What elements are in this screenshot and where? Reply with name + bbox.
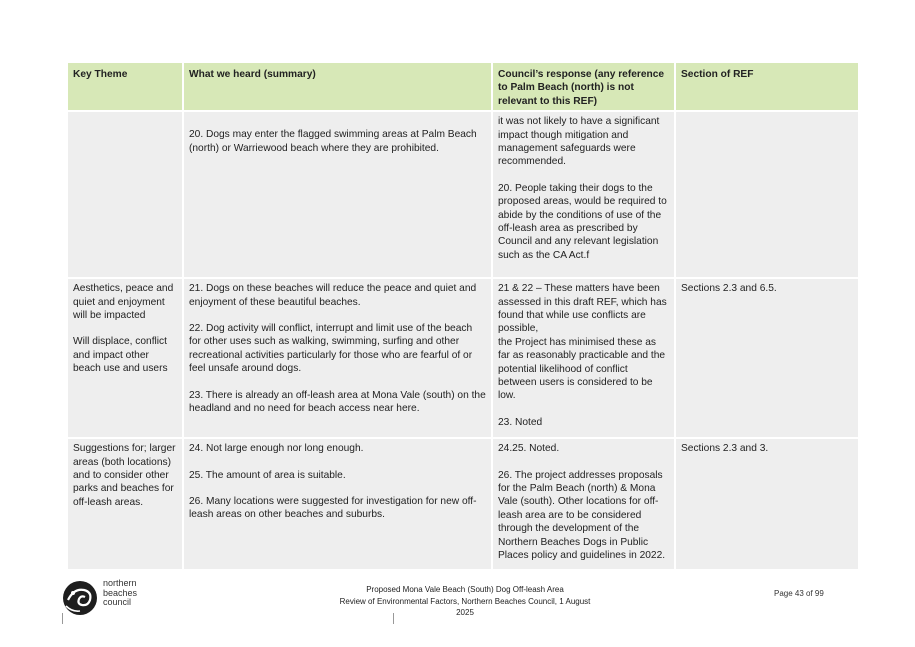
cell-paragraph: Aesthetics, peace and quiet and enjoyment will be impacted [73,283,174,322]
header-key-theme: Key Theme [68,63,182,112]
header-council-response: Council’s response (any reference to Palm Beach (north) is not relevant to this REF) [493,63,674,112]
cell-section-of-ref [676,112,858,279]
cell-paragraph: 25. The amount of area is suitable. [189,469,346,481]
logo-line: council [103,597,132,607]
cell-key-theme [68,439,182,571]
cell-council-response [493,439,674,571]
cell-paragraph: Will displace, conflict and impact other beach use and users [73,336,168,375]
cell-paragraph: 23. Noted [498,416,543,428]
cell-what-we-heard [184,112,491,279]
cell-council-response [493,112,674,279]
cell-paragraph: 21. Dogs on these beaches will reduce the peace and quiet and enjoyment of these beautiful beaches. [189,283,477,308]
cell-council-response [493,279,674,439]
cell-key-theme [68,112,182,279]
logo-line: northern [103,578,137,588]
cell-section-of-ref [676,439,858,571]
cell-paragraph: it was not likely to have a significant impact though mitigation and management safeguards were recommended. [498,116,660,168]
header-section-of-ref: Section of REF [676,63,858,112]
document-title-line1: Proposed Mona Vale Beach (South) Dog Off-leash Area [366,585,564,594]
header-what-we-heard: What we heard (summary) [184,63,491,112]
cell-paragraph: 22. Dog activity will conflict, interrupt and limit use of the beach for other uses such as walking, swimming, surfing and other recreational activities particularly for those who are fearful of or feel unsafe around dogs. [189,323,473,375]
cell-paragraph: 20. Dogs may enter the flagged swimming areas at Palm Beach (north) or Warriewood beach where they are prohibited. [189,129,477,154]
cell-paragraph: 24. Not large enough nor long enough. [189,443,364,455]
table-header-row [68,63,858,112]
document-title-line2: Review of Environmental Factors, Northern Beaches Council, 1 August 2025 [339,596,591,617]
cell-what-we-heard [184,279,491,439]
document-title [330,584,600,619]
cell-paragraph: 23. There is already an off-leash area at Mona Vale (south) on the headland and no need for beach access near here. [189,389,486,415]
cell-paragraph: 20. People taking their dogs to the proposed areas, would be required to abide by the conditions of use of the off-leash area as prescribed by Council and any relevant legislation such as the CA Act.f [498,182,667,261]
cell-section-of-ref [676,279,858,439]
page-footer [0,570,915,647]
table-row [68,112,858,279]
cell-paragraph: 24.25. Noted. [498,443,560,455]
cell-what-we-heard [184,439,491,571]
cell-paragraph: Sections 2.3 and 3. [681,443,769,455]
table-row [68,439,858,571]
cell-key-theme [68,279,182,439]
cell-paragraph: Sections 2.3 and 6.5. [681,283,777,295]
cell-paragraph: Suggestions for; larger areas (both locations) and to consider other parks and beaches for off-leash areas. [73,443,176,508]
council-logo-icon [60,578,100,618]
ref-table [66,63,860,571]
table-row [68,279,858,439]
logo-line: beaches [103,587,138,598]
cell-paragraph: 21 & 22 – These matters have been assessed in this draft REF, which has found that while use conflicts are possible, the Project has minimised these as far as reasonably practicable and the potential likelihood of conflict between users is considered to be low. [498,283,667,402]
cell-paragraph: 26. Many locations were suggested for investigation for new off-leash areas on other beaches and suburbs. [189,496,477,521]
page-number: Page 43 of 99 [774,589,824,598]
footer-divider [62,613,63,624]
cell-paragraph: 26. The project addresses proposals for the Palm Beach (north) & Mona Vale (south). Other locations for off-leash area are to be considered through the development of the Northern Beaches Dogs in Public Places policy and guidelines in 2022. [498,469,666,562]
footer-divider [393,613,394,624]
council-logo-text [103,579,137,608]
